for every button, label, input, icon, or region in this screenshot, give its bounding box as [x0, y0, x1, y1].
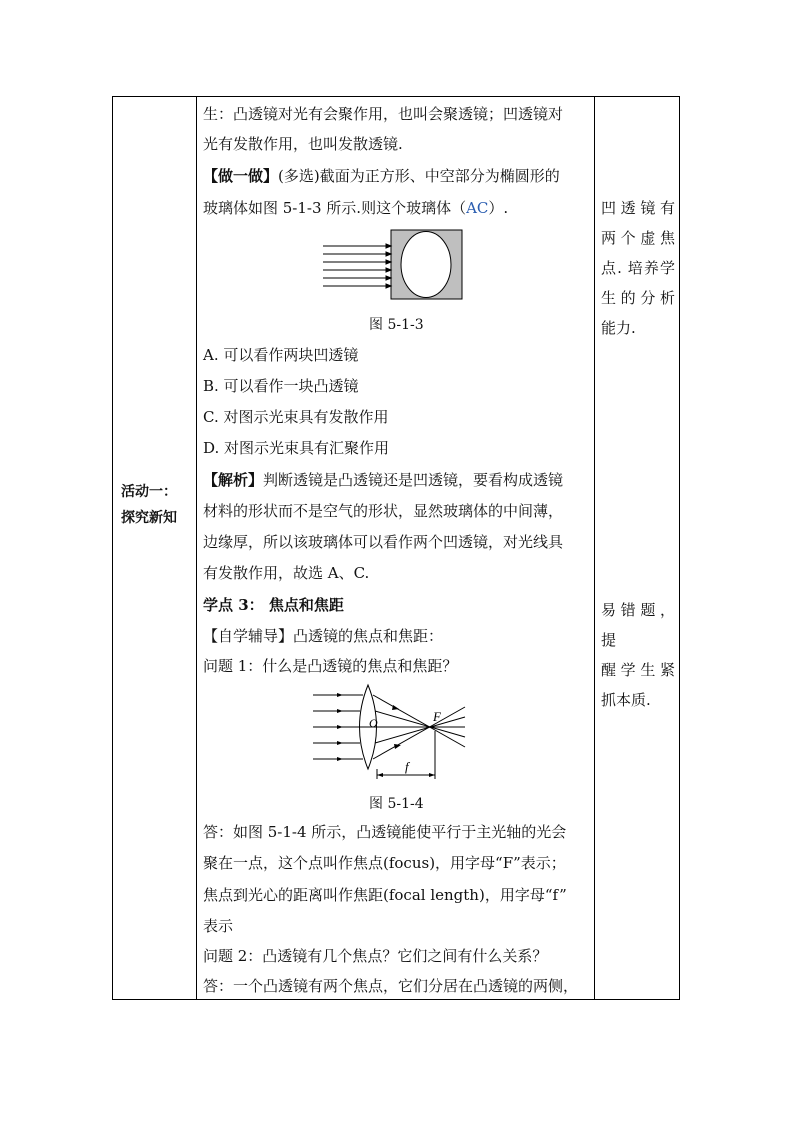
answer-text: AC — [466, 199, 489, 217]
figure-caption: 图 5-1-4 — [369, 796, 424, 812]
dimension-arrow — [429, 773, 435, 777]
activity-label: 活动一： 探究新知 — [121, 484, 177, 526]
option-c: C. 对图示光束具有发散作用 — [203, 408, 389, 426]
text-line: 玻璃体如图 5-1-3 所示.则这个玻璃体（AC）. — [203, 199, 509, 217]
hollow-ellipse-shape — [401, 232, 451, 298]
text-line: 光有发散作用，也叫发散透镜. — [203, 135, 403, 153]
focal-length-label: f — [405, 759, 409, 774]
figure-5-1-3 — [321, 229, 467, 301]
optical-center-label: O — [369, 716, 378, 730]
text-line: 聚在一点，这个点叫作焦点(focus)，用字母“F”表示； — [203, 854, 566, 872]
figure-caption: 图 5-1-3 — [369, 317, 424, 333]
text-line: 表示 — [203, 917, 234, 935]
option-a: A. 可以看作两块凹透镜 — [203, 346, 359, 364]
dimension-arrow — [377, 773, 383, 777]
text-line: 答：一个凸透镜有两个焦点，它们分居在凸透镜的两侧， — [203, 977, 579, 995]
exercise-tag: 【做一做】 — [203, 167, 279, 185]
teaching-note: 凹透镜有 两个虚焦 点. 培养学 生的分析 能力. — [601, 199, 675, 337]
teaching-note: 易错题，提 醒学生紧 抓本质. — [601, 601, 675, 709]
text-line: 材料的形状而不是空气的形状，显然玻璃体的中间薄， — [203, 502, 564, 520]
parallel-rays — [323, 244, 391, 288]
figure-5-1-4 — [313, 681, 477, 781]
lesson-table — [112, 96, 680, 1000]
exercise-line: 【做一做】(多选)截面为正方形、中空部分为椭圆形的 — [203, 167, 560, 185]
text-line: 有发散作用，故选 A、C. — [203, 564, 370, 582]
section-heading: 学点 3： 焦点和焦距 — [203, 596, 344, 614]
option-d: D. 对图示光束具有汇聚作用 — [203, 439, 390, 457]
text-line: 生：凸透镜对光有会聚作用，也叫会聚透镜；凹透镜对 — [203, 105, 564, 123]
content-column — [197, 97, 595, 999]
question-line: 问题 2：凸透镜有几个焦点？它们之间有什么关系？ — [203, 947, 548, 965]
text-line: 焦点到光心的距离叫作焦距(focal length)，用字母“f” — [203, 886, 567, 904]
text-line: 边缘厚，所以该玻璃体可以看作两个凹透镜，对光线具 — [203, 533, 564, 551]
activity-column — [113, 97, 197, 999]
option-b: B. 可以看作一块凸透镜 — [203, 377, 359, 395]
text-line: 答：如图 5-1-4 所示，凸透镜能使平行于主光轴的光会 — [203, 823, 567, 841]
analysis-tag: 【解析】 — [203, 471, 264, 489]
focus-label: F — [433, 709, 441, 724]
notes-column — [595, 97, 679, 999]
analysis-line: 【解析】判断透镜是凸透镜还是凹透镜，要看构成透镜 — [203, 471, 564, 489]
text-line: 【自学辅导】凸透镜的焦点和焦距： — [203, 627, 444, 645]
question-line: 问题 1：什么是凸透镜的焦点和焦距？ — [203, 657, 458, 675]
